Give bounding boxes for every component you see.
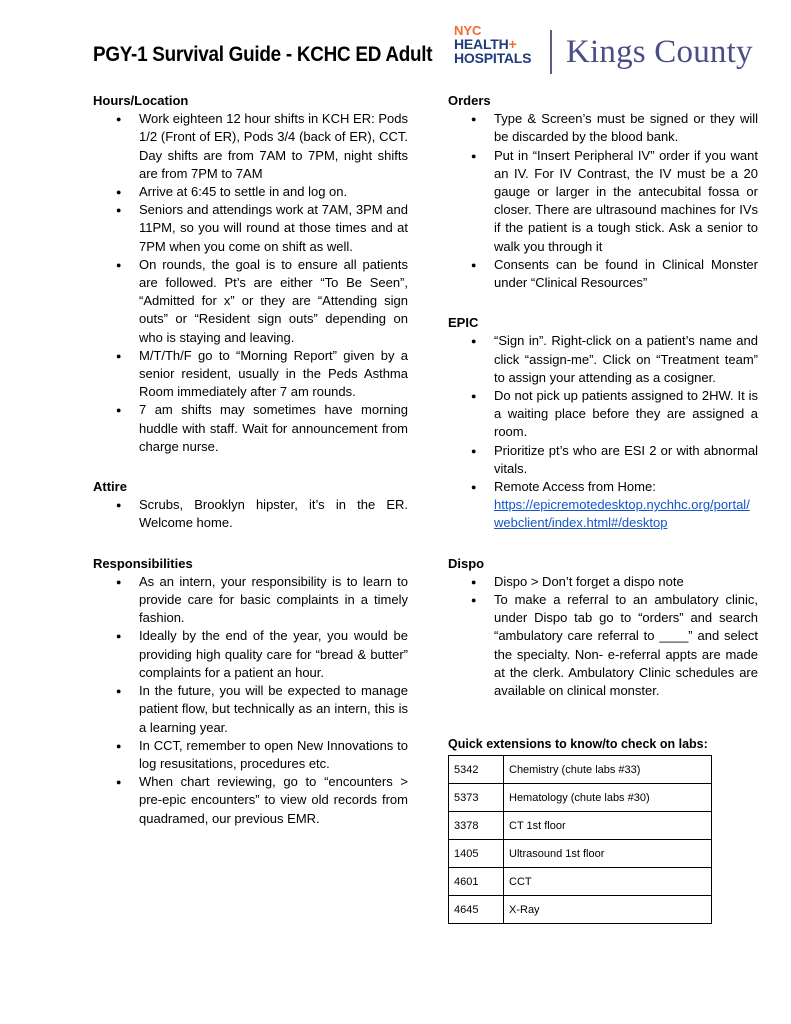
list-item: ● Seniors and attendings work at 7AM, 3PM and 11PM, so you will round at those times and at 7PM when you come on shift as well.	[93, 201, 408, 256]
logo-plus-text: +	[508, 36, 517, 52]
left-column	[93, 92, 408, 828]
extension-name: Chemistry (chute labs #33)	[504, 756, 712, 784]
attire-list	[93, 496, 408, 532]
remote-access-label: Remote Access from Home:	[494, 479, 656, 495]
responsibilities-list	[93, 573, 408, 828]
nyc-health-hospitals-logo	[454, 24, 531, 65]
kings-county-logo-text: Kings County	[566, 34, 753, 70]
list-item: ● “Sign in”. Right-click on a patient’s name and click “assign-me”. Click on “Treatment team” to assign your attending as a cosigner.	[448, 332, 758, 387]
list-item: ● When chart reviewing, go to “encounters > pre-epic encounters” to view old records from quadramed, our previous EMR.	[93, 773, 408, 828]
extension-code: 4601	[449, 868, 504, 896]
logo-health-text: HEALTH	[454, 36, 509, 52]
list-item: ● Dispo > Don’t forget a dispo note	[448, 573, 758, 591]
section-heading-orders: Orders	[448, 93, 491, 108]
list-item: ● Prioritize pt’s who are ESI 2 or with abnormal vitals.	[448, 442, 758, 478]
extension-name: CCT	[504, 868, 712, 896]
section-heading-dispo: Dispo	[448, 555, 485, 571]
hours-list	[93, 110, 408, 456]
table-row	[449, 840, 712, 868]
logo-divider	[550, 30, 552, 74]
list-item: ● Work eighteen 12 hour shifts in KCH ER: Pods 1/2 (Front of ER), Pods 3/4 (back of ER), CCT. Day shifts are from 7AM to 7PM, night shifts are from 7PM to 7AM	[93, 110, 408, 183]
list-item: ● Consents can be found in Clinical Monster under “Clinical Resources”	[448, 256, 758, 292]
extension-code: 4645	[449, 896, 504, 924]
list-item: ● Scrubs, Brooklyn hipster, it’s in the ER. Welcome home.	[93, 496, 408, 532]
list-item: ● On rounds, the goal is to ensure all patients are followed. Pt’s are either “To Be Seen”, “Admitted for x” or they are “Attending sign outs” or “Resident sign outs” depending on who is staying and leaving.	[93, 256, 408, 347]
right-column	[448, 92, 758, 700]
extension-name: Ultrasound 1st floor	[504, 840, 712, 868]
extension-code: 5373	[449, 784, 504, 812]
orders-list	[448, 110, 758, 292]
list-item: ● Type & Screen’s must be signed or they will be discarded by the blood bank.	[448, 110, 758, 146]
logo-hospitals-text: HOSPITALS	[454, 50, 532, 66]
extension-code: 1405	[449, 840, 504, 868]
extension-code: 5342	[449, 756, 504, 784]
list-item: ● In the future, you will be expected to manage patient flow, but technically as an intern, this is a learning year.	[93, 682, 408, 737]
section-heading-epic: EPIC	[448, 315, 479, 331]
extensions-table	[448, 755, 712, 924]
extension-name: Hematology (chute labs #30)	[504, 784, 712, 812]
logo-nyc-text: NYC	[454, 23, 482, 38]
list-item: ● Arrive at 6:45 to settle in and log on.	[93, 183, 408, 201]
list-item: ● Do not pick up patients assigned to 2HW. It is a waiting place before they are assigned a room.	[448, 387, 758, 442]
list-item: ● As an intern, your responsibility is to learn to provide care for basic complaints in a timely fashion.	[93, 573, 408, 628]
page-title: PGY-1 Survival Guide - KCHC ED Adult	[93, 43, 433, 66]
dispo-list	[448, 573, 758, 700]
table-row	[449, 812, 712, 840]
list-item: ● Put in “Insert Peripheral IV” order if you want an IV. For IV Contrast, the IV must be a 20 gauge or larger in the antecubital fossa or closer. There are ultrasound machines for IVs if the patient is a tough stick. Ask a senior to walk you through it	[448, 147, 758, 256]
list-item: ● M/T/Th/F go to “Morning Report” given by a senior resident, usually in the Peds Asthma Room immediately after 7 am rounds.	[93, 347, 408, 402]
table-row	[449, 896, 712, 924]
section-heading-attire: Attire	[93, 479, 127, 495]
extension-code: 3378	[449, 812, 504, 840]
list-item: ● To make a referral to an ambulatory clinic, under Dispo tab go to “orders” and search “ambulatory care referral to ____” and select the specialty. Non- e-referral appts are made at the clerk. Ambulatory Clinic schedules are available on clinical monster.	[448, 591, 758, 700]
table-row	[449, 784, 712, 812]
section-heading-responsibilities: Responsibilities	[93, 555, 193, 571]
remote-access-link[interactable]: https://epicremotedesktop.nychhc.org/portal/webclient/index.html#/desktop	[494, 497, 750, 531]
table-row	[449, 756, 712, 784]
list-item: ● 7 am shifts may sometimes have morning huddle with staff. Wait for announcement from charge nurse.	[93, 401, 408, 456]
table-row	[449, 868, 712, 896]
list-item	[448, 478, 758, 533]
extensions-title: Quick extensions to know/to check on labs:	[448, 737, 708, 751]
list-item: ● In CCT, remember to open New Innovations to log resusitations, procedures etc.	[93, 737, 408, 773]
extension-name: CT 1st floor	[504, 812, 712, 840]
extension-name: X-Ray	[504, 896, 712, 924]
list-item: ● Ideally by the end of the year, you would be providing high quality care for “bread & butter” complaints for a patient an hour.	[93, 627, 408, 682]
section-heading-hours: Hours/Location	[93, 93, 189, 108]
epic-list	[448, 332, 758, 532]
